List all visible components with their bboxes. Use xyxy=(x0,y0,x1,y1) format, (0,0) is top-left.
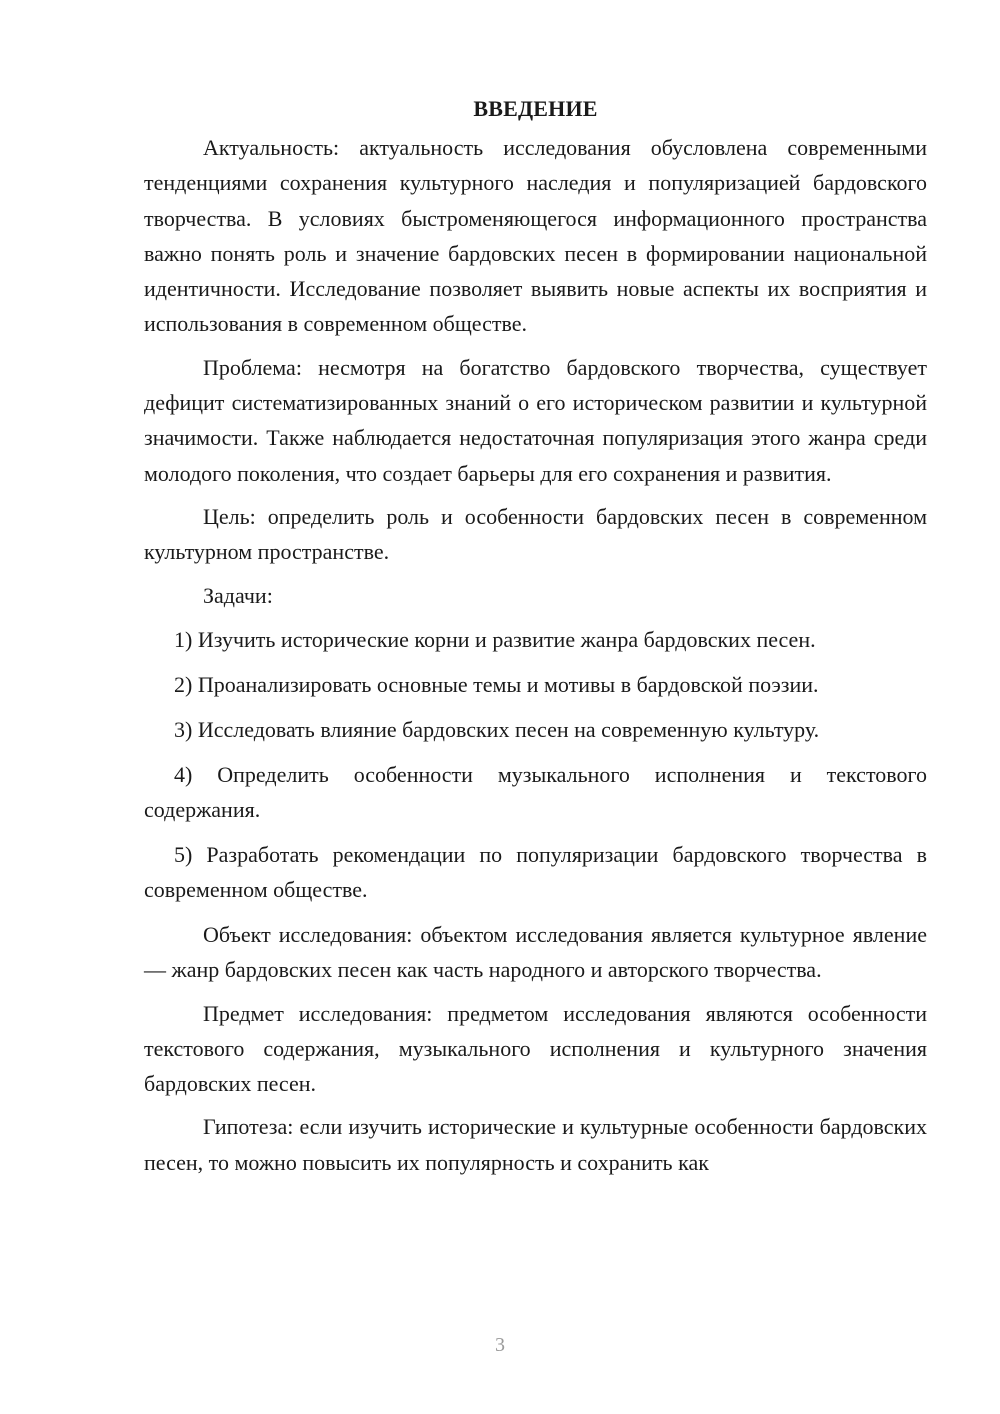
paragraph-object: Объект исследования: объектом исследования является культурное явление — жанр бардовских песен как часть народного и авторского творчества. xyxy=(144,921,927,983)
paragraph-subject: Предмет исследования: предметом исследования являются особенности текстового содержания, музыкального исполнения и культурного значения бардовских песен. xyxy=(144,1000,927,1097)
paragraph-relevance: Актуальность: актуальность исследования обусловлена современными тенденциями сохранения культурного наследия и популяризацией бардовского творчества. В условиях быстроменяющегося информационного пространства важно понять роль и значение бардовских песен в формировании национальной идентичности. Исследование позволяет выявить новые аспекты их восприятия и использования в современном обществе. xyxy=(144,135,927,337)
tasks-list xyxy=(144,622,927,907)
tasks-label: Задачи: xyxy=(203,582,273,608)
section-title: ВВЕДЕНИЕ xyxy=(473,96,598,121)
page-number: 3 xyxy=(495,1334,505,1356)
task-item: 2) Проанализировать основные темы и мотивы в бардовской поэзии. xyxy=(174,672,819,698)
task-item: 3) Исследовать влияние бардовских песен на современную культуру. xyxy=(174,716,820,742)
paragraph-goal: Цель: определить роль и особенности бардовских песен в современном культурном пространстве. xyxy=(144,503,927,565)
document-page xyxy=(144,92,927,1188)
task-item: 5) Разработать рекомендации по популяризации бардовского творчества в современном обществе. xyxy=(144,841,927,903)
paragraph-hypothesis: Гипотеза: если изучить исторические и культурные особенности бардовских песен, то можно повысить их популярность и сохранить как xyxy=(144,1114,927,1175)
paragraph-problem: Проблема: несмотря на богатство бардовского творчества, существует дефицит систематизированных знаний о его историческом развитии и культурной значимости. Также наблюдается недостаточная популяризация этого жанра среди молодого поколения, что создает барьеры для его сохранения и развития. xyxy=(144,354,927,486)
task-item: 4) Определить особенности музыкального исполнения и текстового содержания. xyxy=(144,761,927,823)
task-item: 1) Изучить исторические корни и развитие жанра бардовских песен. xyxy=(174,627,816,653)
